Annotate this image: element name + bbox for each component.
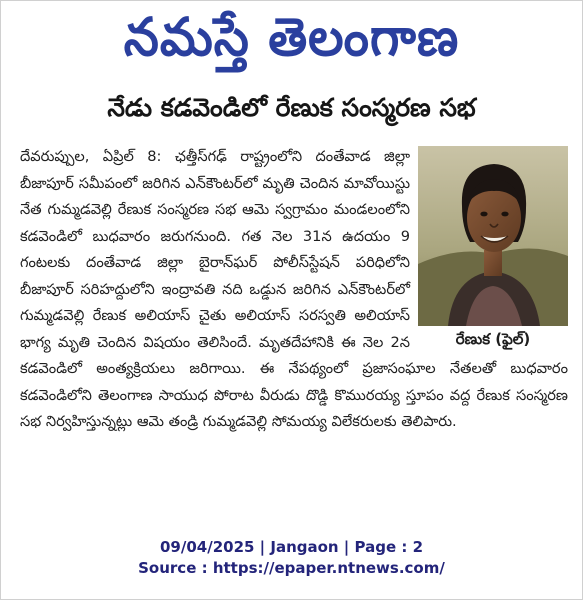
footer-source-link[interactable]: Source : https://epaper.ntnews.com/ (138, 559, 445, 577)
photo-caption: రేణుక (ఫైల్) (455, 330, 531, 348)
article-body (20, 144, 568, 436)
photo-block (418, 146, 568, 352)
newspaper-masthead (0, 4, 583, 74)
article-headline: నేడు కడవెండిలో రేణుక సంస్మరణ సభ (107, 93, 476, 122)
source-footer (0, 537, 583, 579)
masthead-title: నమస్తే తెలంగాణ (123, 6, 460, 68)
renuka-photo (418, 146, 568, 326)
footer-date-edition: 09/04/2025 | Jangaon | Page : 2 (159, 538, 424, 556)
article-text: దేవరుప్పుల, ఏప్రిల్ 8: ఛత్తీస్‌గఢ్ రాష్ట్రంలోని దంతేవాడ జిల్లా బీజాపూర్ సమీపంలో జరిగిన ఎన్‌కౌంటర్‌లో మృతి చెందిన మావోయిస్టు నేత గుమ్మడవెల్లి రేణుక సంస్మరణ సభ ఆమె స్వగ్రామం మండలంలోని కడవెండిలో బుధవారం జరుగనుంది. గత నెల 31న ఉదయం 9 గంటలకు దంతేవాడ జిల్లా బైరాన్‌ఘర్ పోలీస్‌స్టేషన్ పరిధిలోని బీజాపూర్ సరిహద్దులోని ఇంద్రావతి నది ఒడ్డున జరిగిన ఎన్‌కౌంటర్‌లో గుమ్మడవెల్లి రేణుక అలియాస్ చైతు అలియాస్ సరస్వతి అలియాస్ భాగ్య మృతి చెందిన విషయం తెలిసిందే. మృతదేహానికి ఈ నెల 2న కడవెండిలో అంత్యక్రియలు జరిగాయి. ఈ నేపథ్యంలో ప్రజాసంఘాల నేతలతో బుధవారం కడవెండిలోని తెలంగాణ సాయుధ పోరాట వీరుడు దొడ్డి కొమురయ్య స్తూపం వద్ద రేణుక సంస్మరణ సభ నిర్వహిస్తున్నట్లు ఆమె తండ్రి గుమ్మడవెల్లి సోమయ్య విలేకరులకు తెలిపారు. (20, 148, 568, 430)
